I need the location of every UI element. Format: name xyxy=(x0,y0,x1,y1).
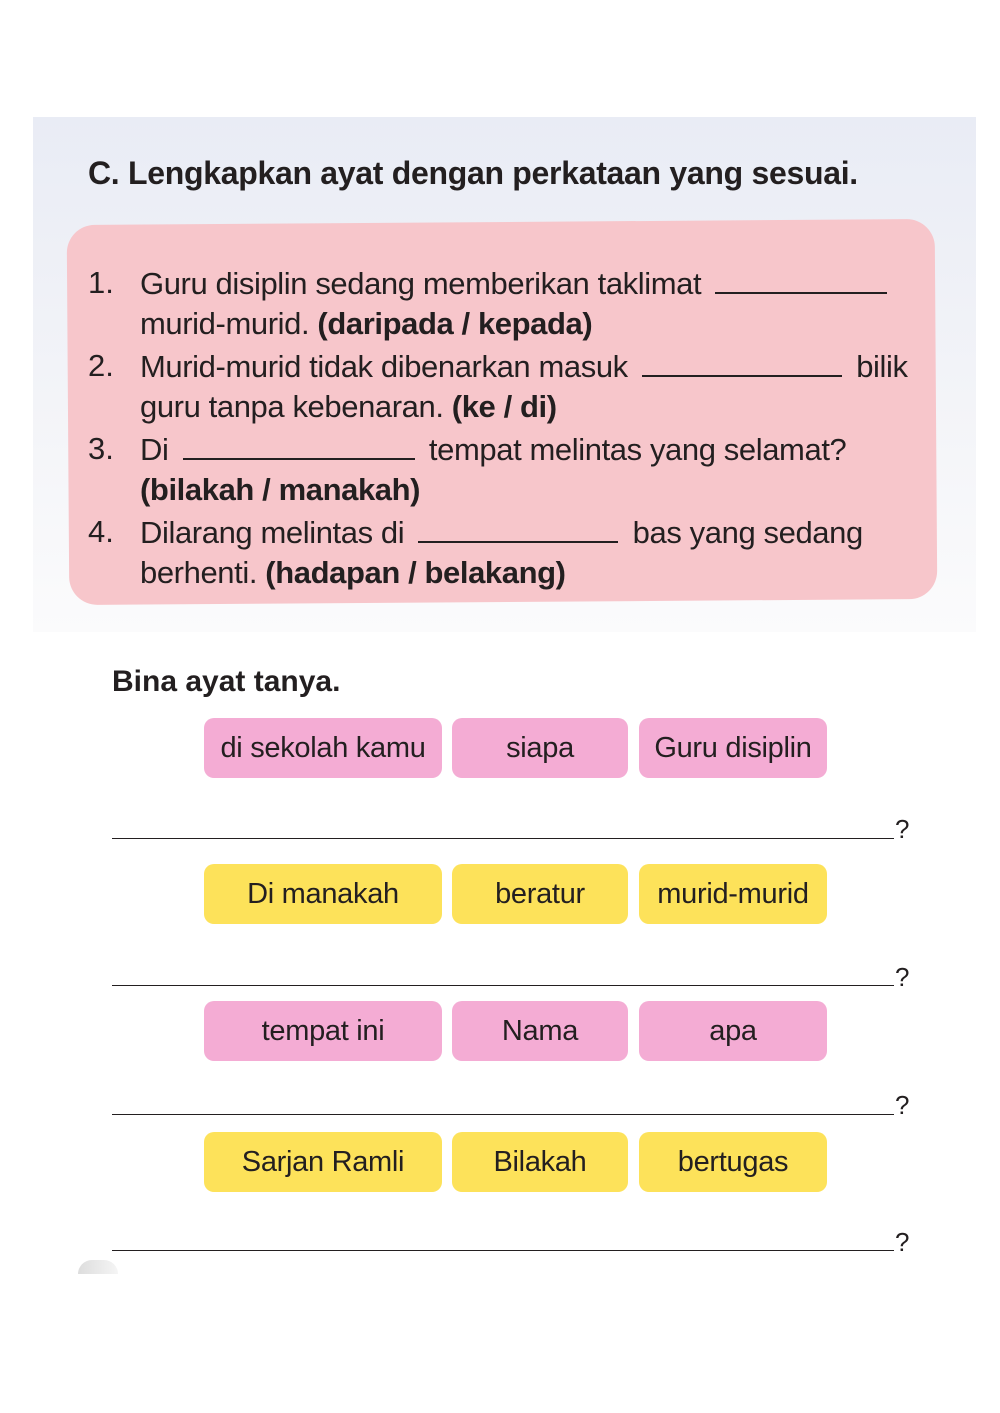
bina-title: Bina ayat tanya. xyxy=(112,665,341,698)
word-tile[interactable]: di sekolah kamu xyxy=(204,718,442,778)
question-text: tempat melintas yang selamat? xyxy=(428,432,847,467)
word-tile[interactable]: murid-murid xyxy=(639,864,827,924)
word-tile[interactable]: tempat ini xyxy=(204,1001,442,1061)
answer-blank-3[interactable] xyxy=(183,428,415,460)
word-tile[interactable]: Di manakah xyxy=(204,864,442,924)
question-text: bilik xyxy=(856,349,908,384)
question-text: Murid-murid tidak dibenarkan masuk xyxy=(140,349,628,384)
word-tile[interactable]: Nama xyxy=(452,1001,628,1061)
question-text: Guru disiplin sedang memberikan taklimat xyxy=(140,266,702,301)
section-c-title: C. Lengkapkan ayat dengan perkataan yang sesuai. xyxy=(88,155,858,191)
question-number: 1. xyxy=(88,265,114,300)
question-number: 2. xyxy=(88,348,114,383)
question-mark: ? xyxy=(895,962,910,992)
word-tile[interactable]: siapa xyxy=(452,718,628,778)
answer-blank-1[interactable] xyxy=(715,262,887,294)
answer-blank-4[interactable] xyxy=(418,511,618,543)
word-tile[interactable]: bertugas xyxy=(639,1132,827,1192)
word-tile[interactable]: Bilakah xyxy=(452,1132,628,1192)
question-text: bas yang sedang xyxy=(632,515,863,550)
question-text: berhenti. xyxy=(140,555,266,590)
question-options: (ke / di) xyxy=(451,389,557,424)
question-3-line-1 xyxy=(140,428,846,470)
word-tile[interactable]: Sarjan Ramli xyxy=(204,1132,442,1192)
question-text: guru tanpa kebenaran. xyxy=(140,389,452,424)
word-tile[interactable]: Guru disiplin xyxy=(639,718,827,778)
question-4-line-1 xyxy=(140,511,863,553)
question-options: (daripada / kepada) xyxy=(317,306,593,341)
question-options: (bilakah / manakah) xyxy=(140,472,421,507)
question-1-line-1 xyxy=(140,262,887,304)
word-tile[interactable]: apa xyxy=(639,1001,827,1061)
question-options: (hadapan / belakang) xyxy=(265,555,566,590)
question-2-line-2 xyxy=(140,386,557,427)
question-2-line-1 xyxy=(140,345,908,387)
question-number: 3. xyxy=(88,431,114,466)
question-text: Di xyxy=(140,432,169,467)
question-mark: ? xyxy=(895,1227,910,1257)
question-text: murid-murid. xyxy=(140,306,318,341)
word-tile[interactable]: beratur xyxy=(452,864,628,924)
page-curl-decoration xyxy=(78,1260,118,1274)
question-1-line-2 xyxy=(140,303,592,344)
question-mark: ? xyxy=(895,1090,910,1120)
question-4-line-2 xyxy=(140,552,566,593)
answer-line-1[interactable] xyxy=(112,838,894,839)
question-mark: ? xyxy=(895,814,910,844)
question-text: Dilarang melintas di xyxy=(140,515,405,550)
answer-line-4[interactable] xyxy=(112,1250,894,1251)
answer-line-2[interactable] xyxy=(112,985,894,986)
answer-blank-2[interactable] xyxy=(642,345,842,377)
answer-line-3[interactable] xyxy=(112,1114,894,1115)
question-number: 4. xyxy=(88,514,114,549)
